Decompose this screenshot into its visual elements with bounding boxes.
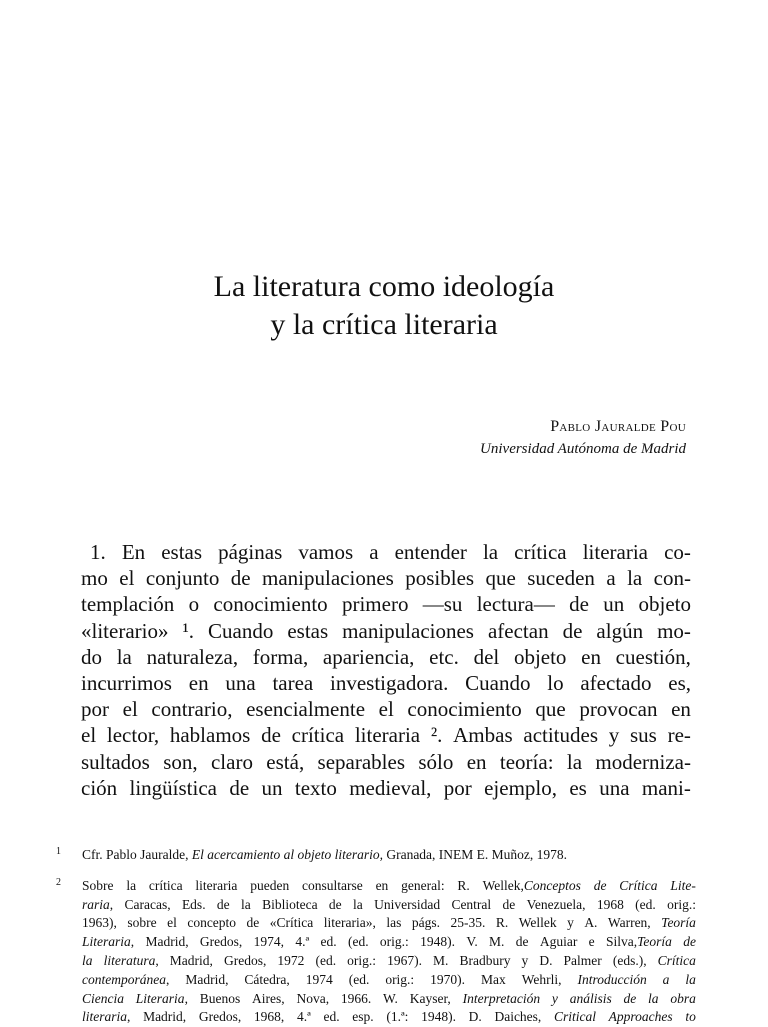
- footnote-2-line: Ciencia Literaria, Buenos Aires, Nova, 1966. W. Kayser, Interpretación y análisis de la obra: [82, 990, 696, 1006]
- footnote-1-text: Cfr. Pablo Jauralde,: [82, 847, 192, 862]
- article-title: [0, 268, 768, 344]
- footnote-2-line: la literatura, Madrid, Gredos, 1972 (ed. orig.: 1967). M. Bradbury y D. Palmer (eds.), Crítica: [82, 952, 696, 968]
- body-line: templación o conocimiento primero —su lectura— de un objeto: [81, 592, 691, 617]
- footnote-2-line: raria, Caracas, Eds. de la Biblioteca de la Universidad Central de Venezuela, 1968 (ed. orig.:: [82, 896, 696, 912]
- body-line: ción lingüística de un texto medieval, por ejemplo, es una mani-: [81, 775, 691, 800]
- footnote-1-title: El acercamiento al objeto literario,: [191, 847, 383, 862]
- author-name: Pablo Jauralde Pou: [550, 418, 686, 435]
- footnote-2-line: 1963), sobre el concepto de «Crítica literaria», las págs. 25-35. R. Wellek y A. Warren, Teoría: [82, 915, 696, 931]
- author-affiliation: Universidad Autónoma de Madrid: [480, 441, 686, 457]
- body-line: 1. En estas páginas vamos a entender la crítica literaria co-: [90, 540, 691, 564]
- body-line: «literario» ¹. Cuando estas manipulaciones afectan de algún mo-: [81, 618, 691, 643]
- footnote-2-line: literaria, Madrid, Gredos, 1968, 4.ª ed. esp. (1.ª: 1948). D. Daiches, Critical Approaches to: [82, 1009, 696, 1025]
- footnote-1: [56, 846, 696, 865]
- footnotes: [56, 846, 696, 1027]
- body-line: mo el conjunto de manipulaciones posibles que suceden a la con-: [81, 566, 691, 591]
- body-line: el lector, hablamos de crítica literaria ². Ambas actitudes y sus re-: [81, 723, 691, 748]
- footnote-1-text-end: Granada, INEM E. Muñoz, 1978.: [382, 847, 568, 862]
- footnote-2-number: 2: [56, 876, 61, 888]
- footnote-1-number: 1: [56, 846, 61, 857]
- body-line: incurrimos en una tarea investigadora. Cuando lo afectado es,: [81, 671, 691, 696]
- footnote-2-line: Sobre la crítica literaria pueden consultarse en general: R. Wellek,Conceptos de Crítica Lite-: [82, 877, 696, 893]
- body-line: do la naturaleza, forma, apariencia, etc. del objeto en cuestión,: [81, 644, 691, 669]
- body-text: [81, 539, 691, 801]
- body-line: por el contrario, esencialmente el conocimiento que provocan en: [81, 697, 691, 722]
- title-line-1: La literatura como ideología: [213, 270, 555, 303]
- footnote-2-line: contemporánea, Madrid, Cátedra, 1974 (ed. orig.: 1970). Max Wehrli, Introducción a la: [82, 971, 696, 987]
- footnote-2: [56, 877, 696, 1027]
- title-line-2: y la crítica literaria: [270, 308, 498, 341]
- body-line: sultados son, claro está, separables sólo en teoría: la moderniza-: [81, 749, 691, 774]
- author-block: [480, 416, 686, 460]
- footnote-2-line: Literaria, Madrid, Gredos, 1974, 4.ª ed. (ed. orig.: 1948). V. M. de Aguiar e Silva,Teoría de: [82, 934, 696, 950]
